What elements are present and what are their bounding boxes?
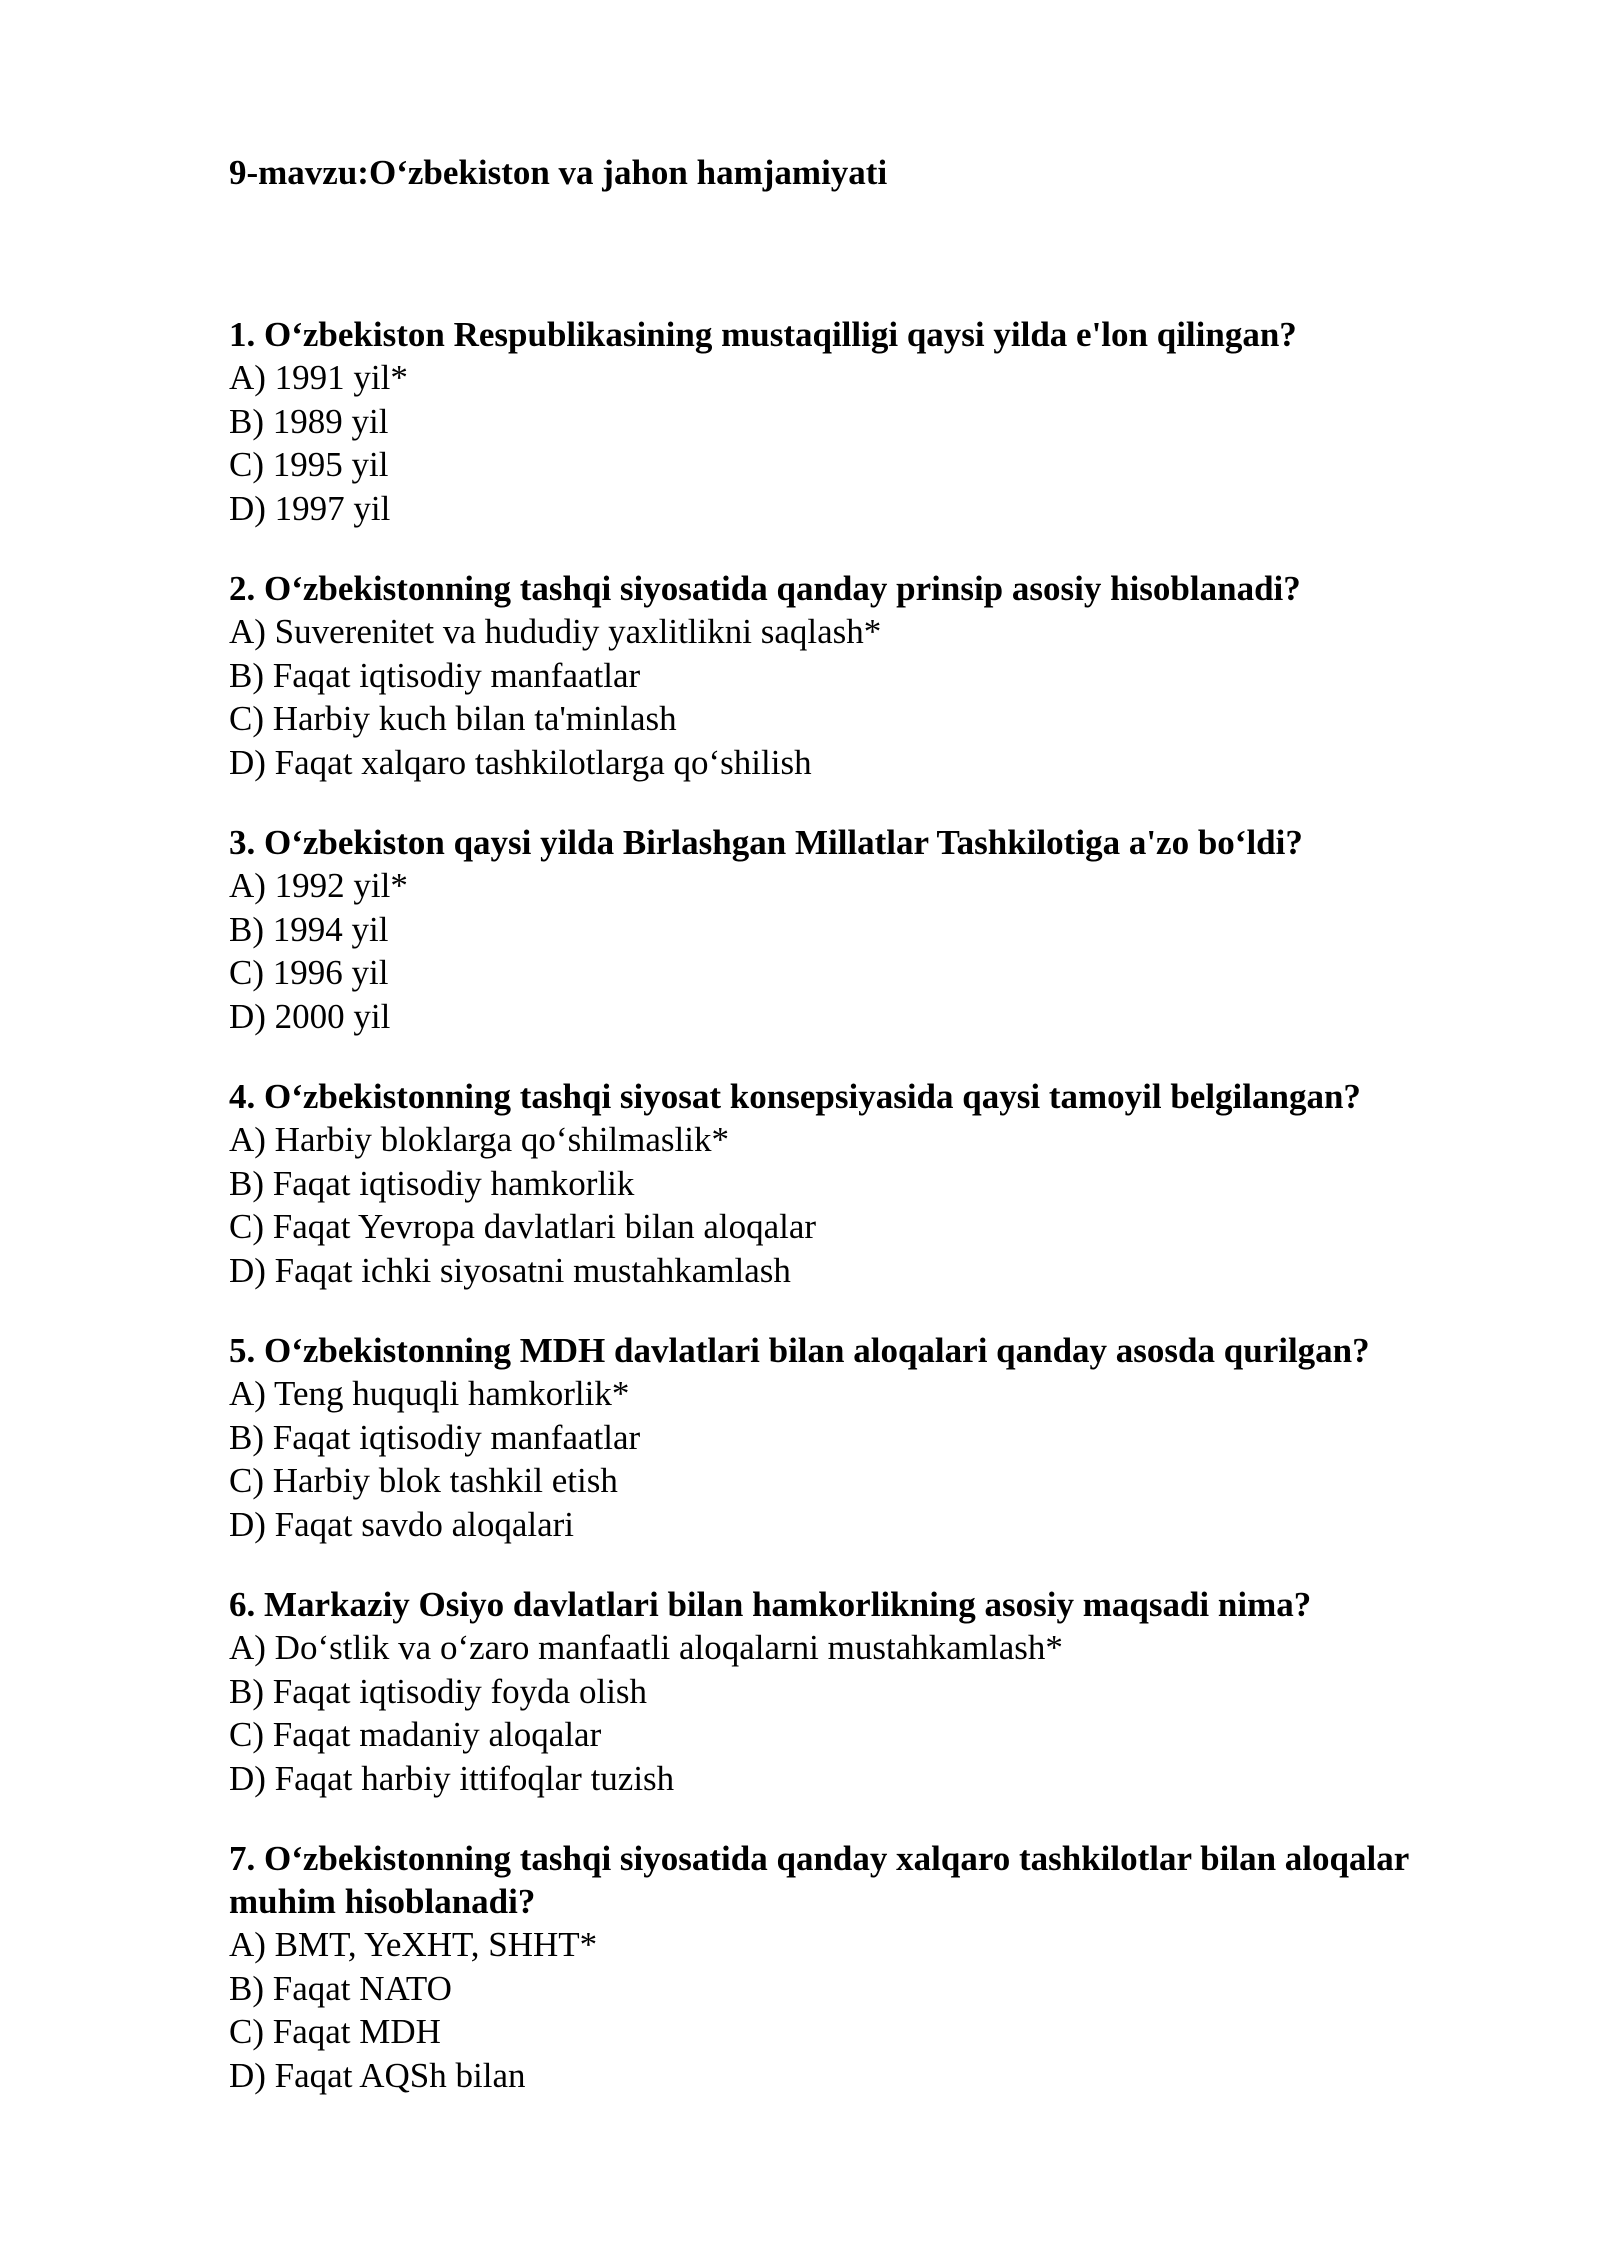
answer-option-c: C) Faqat madaniy aloqalar	[229, 1715, 602, 1754]
answer-option-d: D) Faqat savdo aloqalari	[229, 1504, 575, 1544]
question-item	[229, 1837, 1509, 2097]
answer-option-a: A) BMT, YeXHT, SHHT*	[229, 1925, 598, 1964]
answer-option-a: A) Suverenitet va hududiy yaxlitlikni saqlash*	[229, 612, 882, 651]
answer-option-a: A) 1991 yil*	[229, 358, 408, 397]
answer-option-a: A) Do‘stlik va o‘zaro manfaatli aloqalarni mustahkamlash*	[229, 1628, 1063, 1667]
answer-option-b: B) Faqat iqtisodiy manfaatlar	[229, 655, 641, 695]
answer-options	[229, 356, 1509, 530]
answer-option-b: B) Faqat iqtisodiy manfaatlar	[229, 1417, 641, 1457]
answer-option-c: C) Faqat MDH	[229, 2012, 441, 2051]
question-text: 6. Markaziy Osiyo davlatlari bilan hamkorlikning asosiy maqsadi nima?	[229, 1585, 1312, 1624]
answer-option-c: C) Faqat Yevropa davlatlari bilan aloqalar	[229, 1207, 817, 1246]
question-text: 4. O‘zbekistonning tashqi siyosat konsepsiyasida qaysi tamoyil belgilangan?	[229, 1077, 1361, 1116]
question-text: 3. O‘zbekiston qaysi yilda Birlashgan Millatlar Tashkilotiga a'zo bo‘ldi?	[229, 823, 1303, 862]
question-text: 1. O‘zbekiston Respublikasining mustaqilligi qaysi yilda e'lon qilingan?	[229, 315, 1297, 354]
answer-option-d: D) Faqat harbiy ittifoqlar tuzish	[229, 1758, 675, 1798]
answer-option-b: B) Faqat iqtisodiy foyda olish	[229, 1671, 648, 1711]
answer-option-c: C) Harbiy blok tashkil etish	[229, 1461, 618, 1500]
question-item	[229, 313, 1509, 530]
question-text: 5. O‘zbekistonning MDH davlatlari bilan aloqalari qanday asosda qurilgan?	[229, 1331, 1370, 1370]
answer-options	[229, 1118, 1509, 1292]
question-item	[229, 1075, 1509, 1292]
answer-option-c: C) 1996 yil	[229, 953, 389, 992]
answer-options	[229, 610, 1509, 784]
answer-option-b: B) 1989 yil	[229, 401, 389, 441]
answer-option-c: C) Harbiy kuch bilan ta'minlash	[229, 699, 677, 738]
question-item	[229, 1329, 1509, 1546]
answer-option-a: A) Harbiy bloklarga qo‘shilmaslik*	[229, 1120, 729, 1159]
answer-option-c: C) 1995 yil	[229, 445, 389, 484]
question-list	[229, 313, 1509, 2134]
answer-options	[229, 1626, 1509, 1800]
answer-option-d: D) 1997 yil	[229, 488, 391, 528]
question-text: 7. O‘zbekistonning tashqi siyosatida qanday xalqaro tashkilotlar bilan aloqalar muhim hisoblanadi?	[229, 1839, 1409, 1921]
answer-option-d: D) Faqat AQSh bilan	[229, 2055, 526, 2095]
answer-option-b: B) 1994 yil	[229, 909, 389, 949]
answer-options	[229, 1923, 1509, 2097]
answer-options	[229, 864, 1509, 1038]
answer-option-a: A) Teng huquqli hamkorlik*	[229, 1374, 630, 1413]
answer-option-d: D) 2000 yil	[229, 996, 391, 1036]
topic-title: 9-mavzu:O‘zbekiston va jahon hamjamiyati	[229, 153, 888, 192]
answer-option-b: B) Faqat iqtisodiy hamkorlik	[229, 1163, 635, 1203]
answer-options	[229, 1372, 1509, 1546]
question-item	[229, 821, 1509, 1038]
answer-option-d: D) Faqat xalqaro tashkilotlarga qo‘shilish	[229, 742, 812, 782]
question-item	[229, 1583, 1509, 1800]
answer-option-d: D) Faqat ichki siyosatni mustahkamlash	[229, 1250, 791, 1290]
question-text: 2. O‘zbekistonning tashqi siyosatida qanday prinsip asosiy hisoblanadi?	[229, 569, 1301, 608]
answer-option-a: A) 1992 yil*	[229, 866, 408, 905]
answer-option-b: B) Faqat NATO	[229, 1968, 452, 2008]
question-item	[229, 567, 1509, 784]
